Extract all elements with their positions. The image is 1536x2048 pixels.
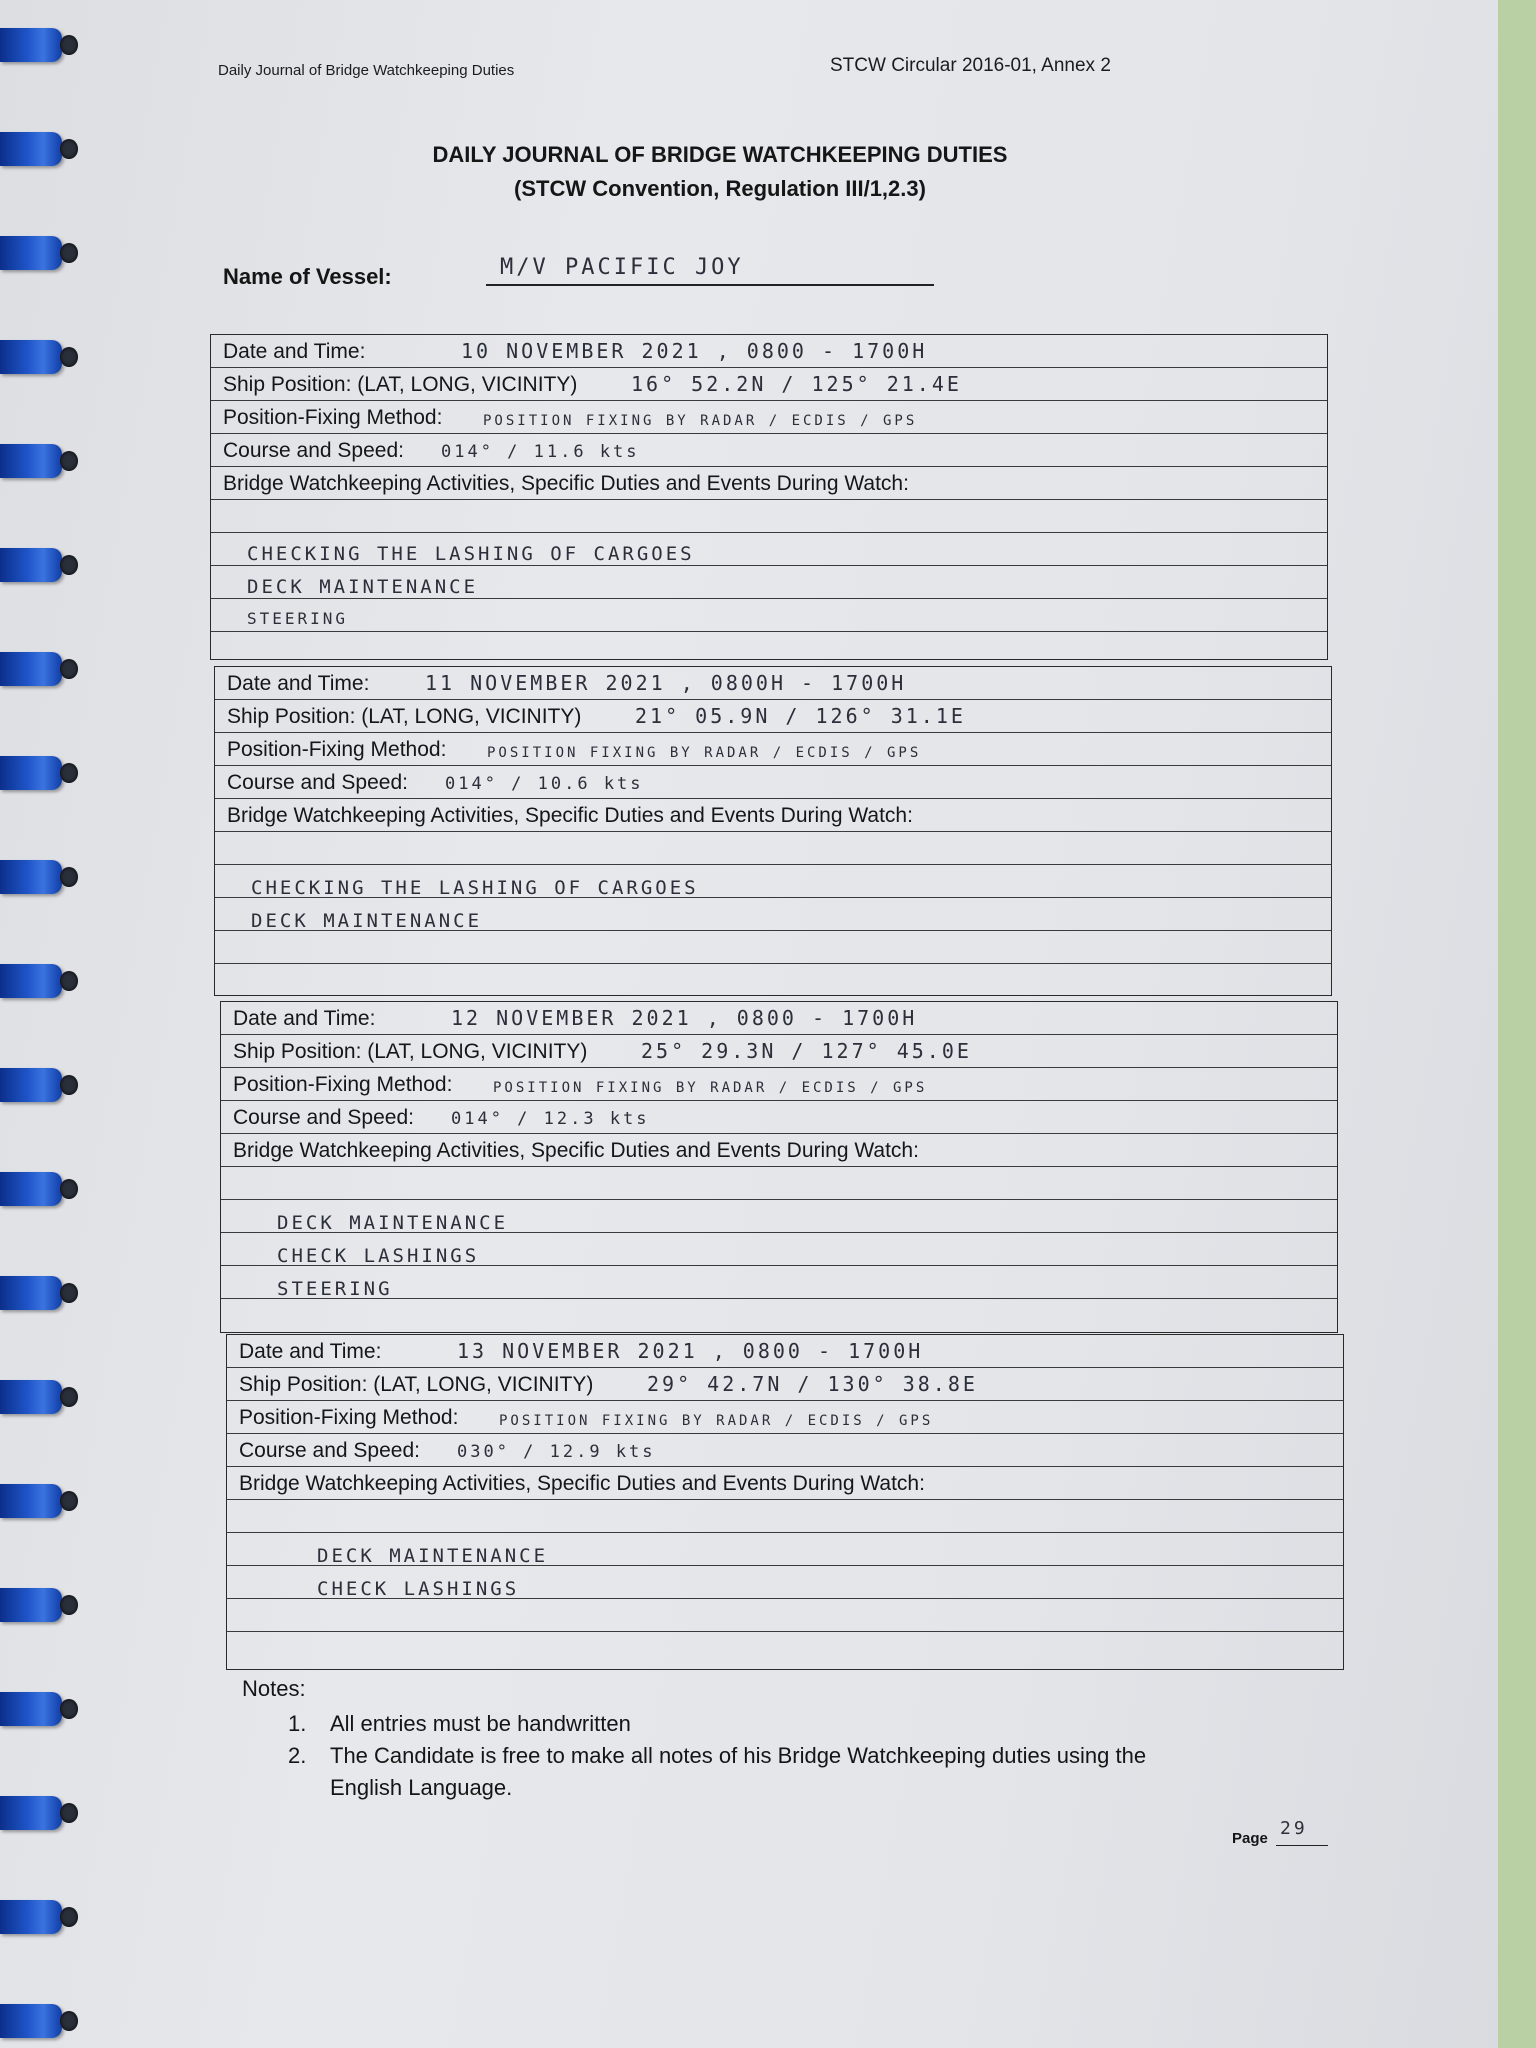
position-value: 21° 05.9N / 126° 31.1E: [635, 704, 966, 728]
position-value: 16° 52.2N / 125° 21.4E: [631, 372, 962, 396]
vessel-underline: [486, 284, 934, 286]
date-value: 12 NOVEMBER 2021 , 0800 - 1700H: [451, 1006, 918, 1030]
ruled-line: [227, 1599, 1343, 1632]
binding-coil: [0, 1276, 62, 1310]
binding-coil: [0, 1172, 62, 1206]
vessel-label: Name of Vessel:: [223, 264, 392, 289]
ruled-line: [211, 599, 1327, 632]
activities-row: [211, 467, 1327, 500]
method-label: Position-Fixing Method:: [239, 1406, 459, 1429]
method-value: POSITION FIXING BY RADAR / ECDIS / GPS: [499, 1413, 934, 1429]
journal-entry-3: [220, 1001, 1338, 1333]
position-row: [215, 700, 1331, 733]
course-label: Course and Speed:: [239, 1439, 420, 1462]
activity-1: CHECKING THE LASHING OF CARGOES: [247, 543, 695, 565]
header-right: STCW Circular 2016-01, Annex 2: [830, 55, 1111, 76]
binding-coil: [0, 860, 62, 894]
position-label: Ship Position: (LAT, LONG, VICINITY): [227, 705, 582, 728]
position-label: Ship Position: (LAT, LONG, VICINITY): [239, 1373, 594, 1396]
date-label: Date and Time:: [239, 1340, 382, 1363]
course-label: Course and Speed:: [227, 771, 408, 794]
course-value: 014° / 10.6 kts: [445, 774, 644, 794]
title-line-2: (STCW Convention, Regulation III/1,2.3): [514, 176, 926, 201]
note-2-line-2: English Language.: [330, 1775, 513, 1800]
page-title: [380, 138, 1060, 206]
binding-coil: [0, 1068, 62, 1102]
method-row: [215, 733, 1331, 766]
activities-label: Bridge Watchkeeping Activities, Specific Duties and Events During Watch:: [233, 1139, 919, 1162]
method-value: POSITION FIXING BY RADAR / ECDIS / GPS: [483, 413, 918, 429]
date-label: Date and Time:: [227, 672, 370, 695]
note-1-text: All entries must be handwritten: [330, 1711, 631, 1736]
activity-2: CHECK LASHINGS: [277, 1245, 480, 1267]
date-row: [227, 1335, 1343, 1368]
journal-entry-4: [226, 1334, 1344, 1670]
activity-2: DECK MAINTENANCE: [247, 576, 479, 598]
vessel-name: M/V PACIFIC JOY: [500, 255, 744, 280]
method-row: [211, 401, 1327, 434]
position-label: Ship Position: (LAT, LONG, VICINITY): [223, 373, 578, 396]
activity-1: CHECKING THE LASHING OF CARGOES: [251, 877, 699, 899]
header-left: Daily Journal of Bridge Watchkeeping Duties: [218, 62, 515, 79]
binding-coil: [0, 964, 62, 998]
activity-3: STEERING: [247, 609, 349, 628]
activities-label: Bridge Watchkeeping Activities, Specific Duties and Events During Watch:: [227, 804, 913, 827]
binding-coil: [0, 1484, 62, 1518]
course-row: [221, 1101, 1337, 1134]
date-row: [215, 667, 1331, 700]
date-label: Date and Time:: [223, 340, 366, 363]
journal-entry-1: [210, 334, 1328, 660]
binding-coil: [0, 236, 62, 270]
method-row: [221, 1068, 1337, 1101]
title-line-1: DAILY JOURNAL OF BRIDGE WATCHKEEPING DUTIES: [432, 142, 1008, 167]
date-value: 13 NOVEMBER 2021 , 0800 - 1700H: [457, 1339, 924, 1363]
binding-coil: [0, 1796, 62, 1830]
position-row: [221, 1035, 1337, 1068]
course-row: [227, 1434, 1343, 1467]
course-row: [215, 766, 1331, 799]
ruled-line: [221, 1167, 1337, 1200]
binding-coil: [0, 548, 62, 582]
method-row: [227, 1401, 1343, 1434]
course-value: 014° / 11.6 kts: [441, 442, 640, 462]
date-value: 11 NOVEMBER 2021 , 0800H - 1700H: [425, 671, 907, 695]
date-label: Date and Time:: [233, 1007, 376, 1030]
notes-title: Notes:: [242, 1676, 306, 1701]
binding-coil: [0, 444, 62, 478]
method-value: POSITION FIXING BY RADAR / ECDIS / GPS: [487, 745, 922, 761]
activities-label: Bridge Watchkeeping Activities, Specific Duties and Events During Watch:: [239, 1472, 925, 1495]
note-2-number: 2.: [288, 1743, 307, 1768]
binding-coil: [0, 2004, 62, 2038]
activities-row: [221, 1134, 1337, 1167]
binding-coil: [0, 756, 62, 790]
ruled-line: [227, 1500, 1343, 1533]
method-label: Position-Fixing Method:: [233, 1073, 453, 1096]
position-label: Ship Position: (LAT, LONG, VICINITY): [233, 1040, 588, 1063]
position-row: [227, 1368, 1343, 1401]
activities-label: Bridge Watchkeeping Activities, Specific Duties and Events During Watch:: [223, 472, 909, 495]
binding-coil: [0, 1692, 62, 1726]
ruled-line: [215, 931, 1331, 964]
binding-coil: [0, 1380, 62, 1414]
activity-1: DECK MAINTENANCE: [277, 1212, 509, 1234]
position-row: [211, 368, 1327, 401]
note-2-line-1: The Candidate is free to make all notes of his Bridge Watchkeeping duties using the: [330, 1743, 1147, 1768]
activity-2: DECK MAINTENANCE: [251, 910, 483, 932]
binding-coil: [0, 28, 62, 62]
activity-1: DECK MAINTENANCE: [317, 1545, 549, 1567]
position-value: 29° 42.7N / 130° 38.8E: [647, 1372, 978, 1396]
course-label: Course and Speed:: [223, 439, 404, 462]
ruled-line: [211, 500, 1327, 533]
method-value: POSITION FIXING BY RADAR / ECDIS / GPS: [493, 1080, 928, 1096]
course-value: 014° / 12.3 kts: [451, 1109, 650, 1129]
method-label: Position-Fixing Method:: [223, 406, 443, 429]
ruled-line: [215, 832, 1331, 865]
page-number: 29: [1280, 1818, 1308, 1839]
journal-entry-2: [214, 666, 1332, 996]
date-value: 10 NOVEMBER 2021 , 0800 - 1700H: [461, 339, 928, 363]
note-1-number: 1.: [288, 1711, 307, 1736]
activities-row: [227, 1467, 1343, 1500]
activity-3: STEERING: [277, 1278, 393, 1300]
date-row: [211, 335, 1327, 368]
binding-coil: [0, 340, 62, 374]
page-label: Page: [1232, 1830, 1268, 1847]
course-value: 030° / 12.9 kts: [457, 1442, 656, 1462]
binding-coil: [0, 1588, 62, 1622]
binding-coil: [0, 132, 62, 166]
course-row: [211, 434, 1327, 467]
method-label: Position-Fixing Method:: [227, 738, 447, 761]
course-label: Course and Speed:: [233, 1106, 414, 1129]
binding-coil: [0, 652, 62, 686]
position-value: 25° 29.3N / 127° 45.0E: [641, 1039, 972, 1063]
binding-coil: [0, 1900, 62, 1934]
activity-2: CHECK LASHINGS: [317, 1578, 520, 1600]
page-underline: [1276, 1845, 1328, 1846]
activities-row: [215, 799, 1331, 832]
date-row: [221, 1002, 1337, 1035]
